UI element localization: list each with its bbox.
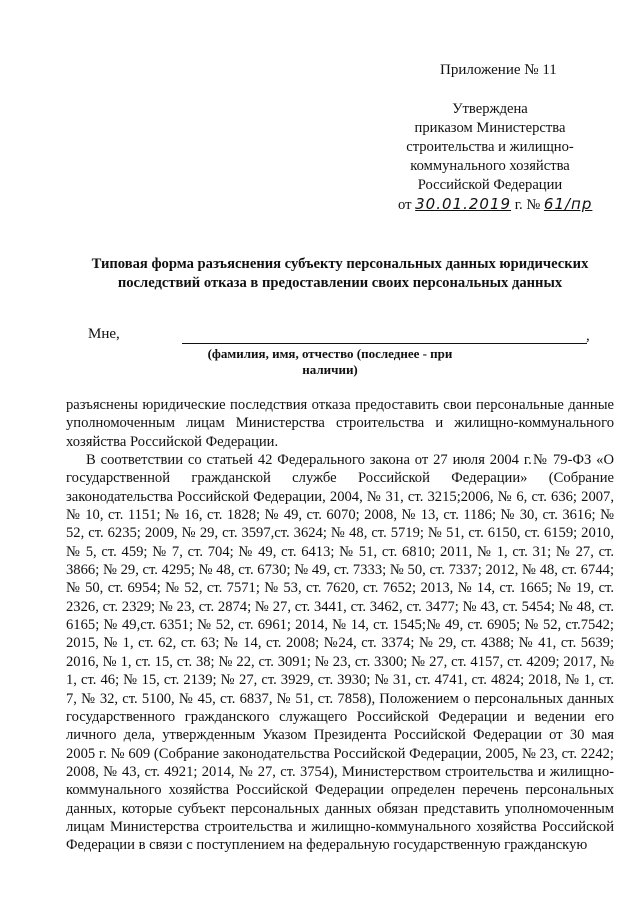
handwritten-date: 30.01.2019 bbox=[415, 195, 512, 213]
paragraph: В соответствии со статьей 42 Федерального закона от 27 июля 2004 г.№ 79-ФЗ «О государственной гражданской службе Российской Федерации» (Собрание законодательства Российской Федерации, 2004, № 31, ст. 3215;2006, № 6, ст. 636; 2007, № 10, ст. 1151; № 16, ст. 1828; № 49, ст. 6070; 2008, № 13, ст. 1186; № 30, ст. 3616; № 52, ст. 6235; 2009, № 29, ст. 3597,ст. 3624; № 48, ст. 5719; № 51, ст. 6150, ст. 6159; 2010, № 5, ст. 459; № 7, ст. 704; № 49, ст. 6413; № 51, ст. 6810; 2011, № 1, ст. 31; № 27, ст. 3866; № 29, ст. 4295; № 48, ст. 6730; № 49, ст. 7333; № 50, ст. 7337; 2012, № 48, ст. 6744; № 50, ст. 6954; № 52, ст. 7571; № 53, ст. 7620, ст. 7652; 2013, № 14, ст. 1665; № 19, ст. 2326, ст. 2329; № 23, ст. 2874; № 27, ст. 3441, ст. 3462, ст. 3477; № 43, ст. 5454; № 48, ст. 6165; № 49,ст. 6351; № 52, ст. 6961; 2014, № 14, ст. 1545;№ 49, ст. 6905; № 52, ст.7542; 2015, № 1, ст. 62, ст. 63; № 14, ст. 2008; №24, ст. 3374; № 29, ст. 4388; № 41, ст. 5639; 2016, № 1, ст. 15, ст. 38; № 22, ст. 3091; № 23, ст. 3300; № 27, ст. 4157, ст. 4209; 2017, № 1, ст. 46; № 15, ст. 2139; № 27, ст. 3929, ст. 3930; № 31, ст. 4741, ст. 4824; 2018, № 1, ст. 7, № 32, ст. 5100, № 45, ст. 6837, № 51, ст. 7858), Положением о персональных данных государственного гражданского служащего Российской Федерации и ведении его личного дела, утвержденным Указом Президента Российской Федерации от 30 мая 2005 г. № 609 (Собрание законодательства Российской Федерации, 2005, № 23, ст. 2242; 2008, № 43, ст. 4921; 2014, № 27, ст. 3754), Министерством строительства и жилищно-коммунального хозяйства Российской Федерации определен перечень персональных данных, которые субъект персональных данных обязан представить уполномоченным лицам Министерства строительства и жилищно-коммунального хозяйства Российской Федерации в связи с поступлением на федеральную государственную гражданскую bbox=[66, 452, 614, 854]
date-prefix: от bbox=[398, 197, 412, 213]
name-field-hint: (фамилия, имя, отчество (последнее - при наличии) bbox=[207, 346, 453, 377]
name-blank-line bbox=[182, 343, 587, 344]
handwritten-number: 61/пр bbox=[543, 195, 593, 213]
document-title bbox=[70, 255, 610, 293]
appendix-label: Приложение № 11 bbox=[440, 62, 557, 78]
approval-block bbox=[392, 100, 593, 215]
form-lead: Мне, bbox=[88, 326, 120, 342]
approval-line: Российской Федерации bbox=[417, 177, 563, 193]
body-text bbox=[66, 396, 614, 855]
approval-line: коммунального хозяйства bbox=[410, 158, 570, 174]
approval-date-line bbox=[392, 195, 593, 215]
approval-line: строительства и жилищно- bbox=[406, 139, 574, 155]
date-suffix: г. № bbox=[514, 197, 541, 213]
form-comma: , bbox=[586, 328, 590, 344]
title-line-2: последствий отказа в предоставлении своих персональных данных bbox=[117, 275, 563, 291]
approval-line: Утверждена bbox=[452, 101, 528, 117]
paragraph: разъяснены юридические последствия отказа предоставить свои персональные данные уполномоченным лицам Министерства строительства и жилищно-коммунального хозяйства Российской Федерации. bbox=[66, 397, 614, 450]
title-line-1: Типовая форма разъяснения субъекту персональных данных юридических bbox=[91, 256, 589, 272]
approval-line: приказом Министерства bbox=[414, 120, 566, 136]
